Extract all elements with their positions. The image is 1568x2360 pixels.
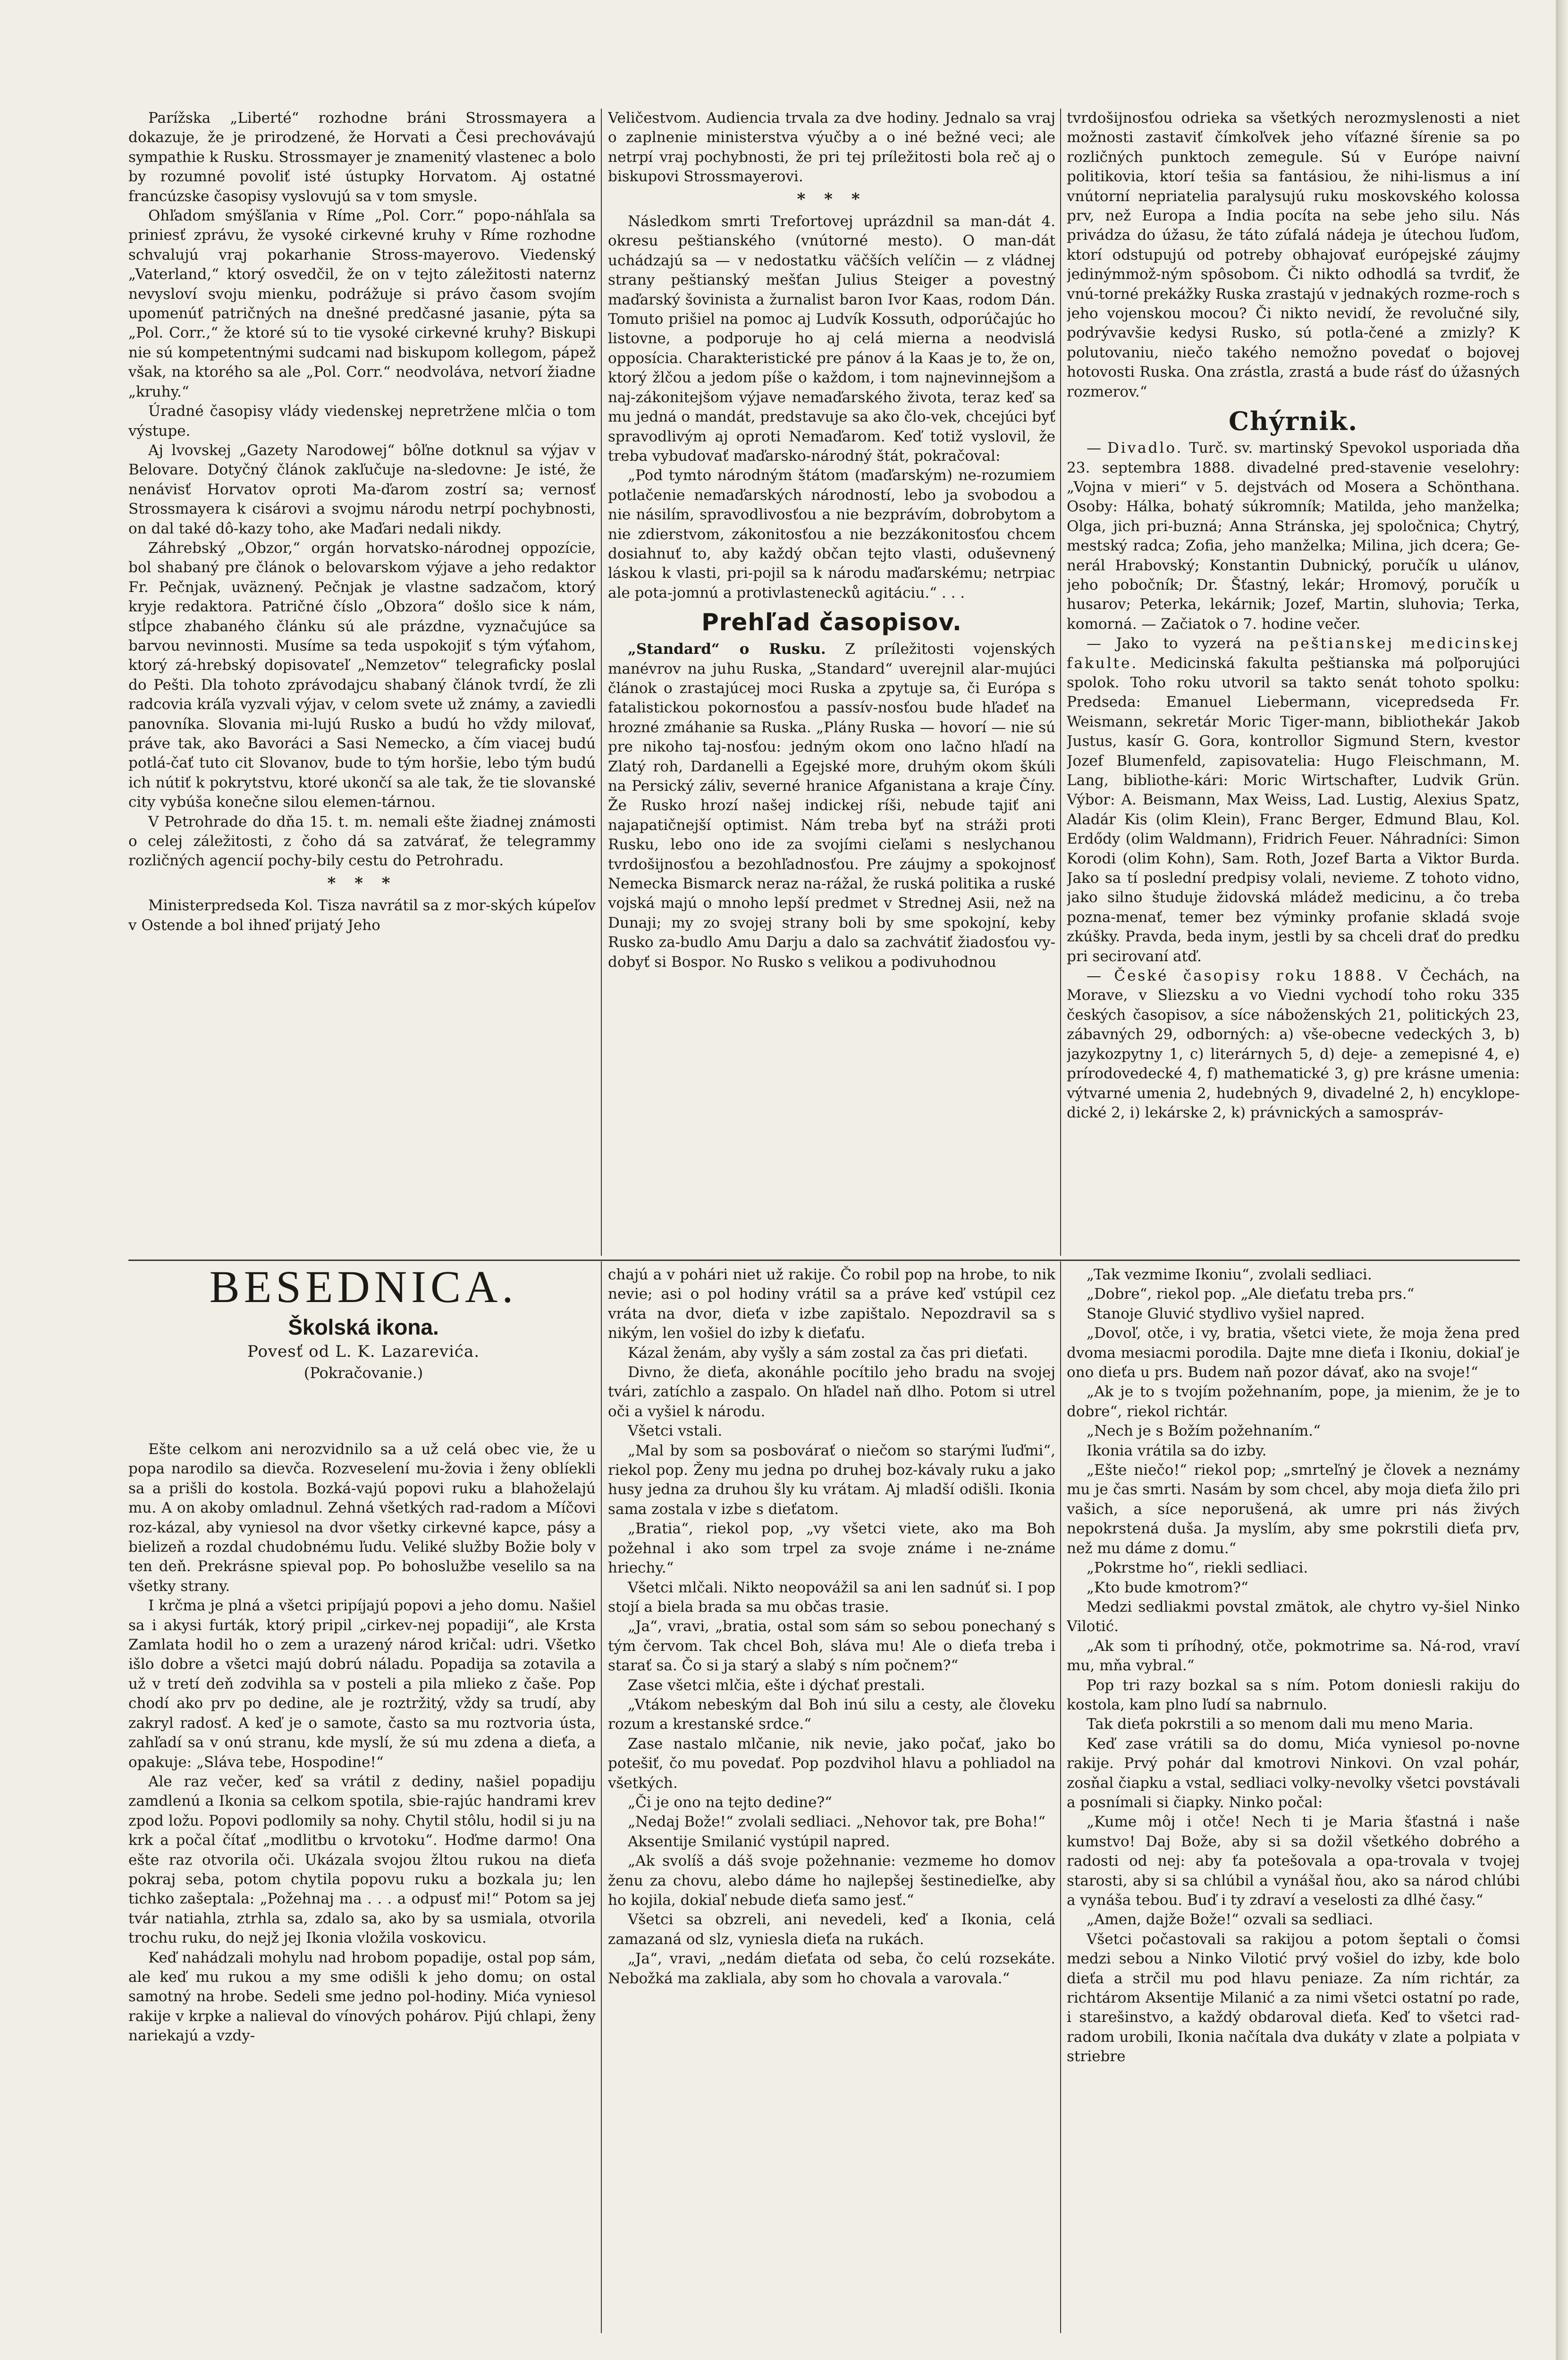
paragraph: Keď zase vrátili sa do domu, Mića vyniesol po-novne rakije. Prvý pohár dal kmotrovi Ninkovi. On vzal pohár, zosňal čiapku a vstal, sedliaci volky-nevolky všetci povstávali a posnímali si čiapky. Ninko počal: bbox=[1067, 1735, 1520, 1811]
paragraph: „Dovoľ, otče, i vy, bratia, všetci viete, že moja žena pred dvoma mesiacmi porodila. Dajte mne dieťa i Ikoniu, dokiaľ je ono dieťa u prs. Budem naň pozor dávať, ako na svoje!“ bbox=[1067, 1325, 1520, 1381]
paragraph: „Tak vezmime Ikoniu“, zvolali sedliaci. bbox=[1087, 1266, 1372, 1283]
paragraph: Tak dieťa pokrstili a so menom dali mu meno Maria. bbox=[1087, 1716, 1474, 1733]
paragraph: „Nedaj Bože!“ zvolali sedliaci. „Nehovor tak, pre Boha!“ bbox=[628, 1813, 1046, 1831]
paragraph: „Či je ono na tejto dedine?“ bbox=[628, 1793, 832, 1811]
paragraph: Divno, že dieťa, akonáhle pocítilo jeho bradu na svojej tvári, zatíchlo a zaspalo. On hľadel naň dlho. Potom si utrel oči a vyšiel k národu. bbox=[608, 1364, 1055, 1420]
scan-edge bbox=[1559, 0, 1568, 2360]
paragraph: — České časopisy roku 1888. V Čechách, na Morave, v Sliezsku a vo Viedni vychodí toho roku 335 českých časopisov, a síce náboženských 21, politických 23, zábavných 29, odborných: a) vše-obecne vedeckých 3, b) jazykozpytny 1, c) literárnych 5, d) deje- a zemepisné 4, e) prírodovedecké 4, f) mathematické 3, g) pre krásne umenia: výtvarné umenia 2, hudebných 9, divadelné 2, h) encyklope-dické 2, i) lekárske 2, k) právnických a samospráv- bbox=[1067, 967, 1520, 1121]
paragraph: „Kto bude kmotrom?“ bbox=[1087, 1579, 1248, 1596]
paragraph: Aj lvovskej „Gazety Narodowej“ bôľne dotknul sa výjav v Belovare. Dotyčný článok zakľučuje na-sledovne: Je isté, že nenávisť Horvatov oproti Ma-ďarom zostrí sa; vernosť Strossmayera k cisárovi a svojmu národu netrpí pochybnosti, on dal také dô-kazy toho, ake Maďari nedali nikdy. bbox=[128, 441, 596, 537]
story-title: Školská ikona. bbox=[288, 1315, 439, 1339]
paragraph: Všetci sa obzreli, ani nevedeli, keď a Ikonia, celá zamazaná od slz, vyniesla dieťa na rukách. bbox=[608, 1911, 1055, 1948]
paragraph: Zase všetci mlčia, ešte i dýchať prestali. bbox=[628, 1676, 925, 1694]
besednica-header bbox=[142, 1260, 585, 1458]
section-heading-chyrnik: Chýrnik. bbox=[1228, 406, 1358, 437]
top-column-2 bbox=[608, 109, 1055, 1256]
bottom-column-2 bbox=[608, 1265, 1055, 2337]
paragraph: „Kume môj i otče! Nech ti je Maria šťastná i naše kumstvo! Daj Bože, aby si sa dožil všetkého dobrého a radosti od nej: aby ťa potešovala a opa-trovala v tvojej starosti, aby si sa chlúbil a vynášal ňou, ako sa národ chlúbi a vynáša tebou. Buď i ty zdraví a veselosti za dlhé časy.“ bbox=[1067, 1813, 1520, 1909]
paragraph: Pop tri razy bozkal sa s ním. Potom doniesli rakiju do kostola, kam plno ľudí sa nabrnulo. bbox=[1067, 1676, 1520, 1713]
column-rule-1 bbox=[601, 109, 602, 1256]
paragraph: „Pod tymto národným štátom (maďarským) ne-rozumiem potlačenie nemaďarských národností, lebo ja svobodou a nie násilím, spravodlivosťou a nie bezprávím, dobrobytom a nie zdierstvom, zákonitosťou a nie bezzákonitosťou chcem dosiahnuť to, aby každý občan tejto vlasti, oduševnený láskou k vlasti, pri-pojil sa k národu maďarskému; netrpiac ale pota-jomnú a protivlastenecků agitáciu.“ . . . bbox=[608, 467, 1055, 601]
top-column-1 bbox=[128, 109, 596, 1251]
column-rule-4 bbox=[1060, 1261, 1061, 2333]
paragraph: Ministerpredseda Kol. Tisza navrátil sa z mor-ských kúpeľov v Ostende a bol ihneď prijatý Jeho bbox=[128, 897, 596, 934]
paragraph: Ešte celkom ani nerozvidnilo sa a už celá obec vie, že u popa narodilo sa dievča. Rozveselení mu-žovia i ženy oblíekli sa a prišli do kostola. Bozká-vajú popovi ruku a blahoželajú mu. A on akoby omladnul. Zehná všetkých rad-radom a Míčovi roz-kázal, aby vyniesol na dvor všetky cirkevné kapce, pásy a bielizeň a rozdal chudobnému ľudu. Veliké služby Božie boly v ten deň. Prekrásne spieval pop. Po bohoslužbe veselilo sa na všetky strany. bbox=[128, 1441, 596, 1595]
paragraph: „Pokrstme ho“, riekli sedliaci. bbox=[1087, 1559, 1308, 1577]
paragraph: „Ešte niečo!“ riekol pop; „smrteľný je človek a neznámy mu je čas smrti. Nasám by som chcel, aby moja dieťa žilo pri vašich, a síce neporušená, ak umre pri nás živých nepokrstená duša. Ja myslím, aby sme pokrstili dieťa prv, než mu dáme z domu.“ bbox=[1067, 1462, 1520, 1557]
paragraph: I krčma je plná a všetci pripíjajú popovi a jeho domu. Našiel sa i akysi furták, ktorý pripil „cirkev-nej popadiji“, ale Krsta Zamlata hodil ho o zem a urazený národ kričal: udri. Všetko išlo dobre a všetci majú dobrú náladu. Popadija sa zotavila a už v tretí deň zodvihla sa v posteli a pila mlieko z čaše. Pop chodí ako prv po dedine, ale je roztržitý, vždy sa trudí, aby zakryl radosť. A keď je o samote, často sa mu roztvoria ústa, zahľadí sa v onú stranu, kde myslí, že sú mu zdena a dieťa, a opakuje: „Sláva tebe, Hospodine!“ bbox=[128, 1597, 596, 1771]
paragraph: Stanoje Gluvić stydlivo vyšiel napred. bbox=[1087, 1305, 1365, 1322]
paragraph: Všetci počastovali sa rakijou a potom šeptali o čomsi medzi sebou a Ninko Vilotić prvý vošiel do izby, kde bolo dieťa a strčil mu pod hlavu peniaze. Za ním richtár, za richtárom Aksentije Milanić a za nimi všetci ostatní po rade, i starešinstvo, a každý obdaroval dieťa. Keď to všetci rad-radom urobili, Ikonia načítala dva dukáty v zlate a polpiata v striebre bbox=[1067, 1930, 1520, 2065]
paragraph: Ikonia vrátila sa do izby. bbox=[1087, 1442, 1267, 1459]
paragraph: „Standard“ o Rusku. Z príležitosti vojenských manévrov na juhu Ruska, „Standard“ uverejnil alar-mujúci článok o zrastajúcej moci Ruska a zpytuje sa, či Európa s fatalistickou pokornosťou a passív-nosťou bude hľadeť na hrozné zmáhanie sa Ruska. „Plány Ruska — hovorí — nie sú pre nikoho taj-nosťou: jedným okom ono lačno hľadí na Zlatý roh, Dardanelli a Egejské more, druhým okom škúli na Persický záliv, severné hranice Afganistana a kraje Číny. Že Rusko hrozí našej indickej ríši, nebude tajiť ani najapatičnejší optimist. Nám treba byť na stráži proti Rusku, lebo ono ide za svojími cieľami s neslychanou tvrdošijnosťou a bezohľadnosťou. Pre záujmy a spokojnosť Nemecka Bismarck neraz na-rážal, že ruská politika a ruské vojská majú o mnoho lepší predmet v Strednej Asii, než na Dunaji; my zo svojej strany boli by sme spokojní, keby Rusko za-budlo Amu Darju a dalo sa zachvátiť žiadosťou vy-dobyť si Bospor. No Rusko s velikou a podivuhodnou bbox=[608, 641, 1055, 971]
bottom-column-3 bbox=[1067, 1265, 1520, 2337]
paragraph: V Petrohrade do dňa 15. t. m. nemali ešte žiadnej známosti o celej záležitosti, z čoho dá sa zatvárať, že telegrammy rozličných agencií pochy-bily cestu do Petrohradu. bbox=[128, 813, 596, 870]
top-column-3 bbox=[1067, 109, 1520, 1256]
paragraph: Ohľadom smýšľania v Ríme „Pol. Corr.“ popo-náhľala sa priniesť zprávu, že vysoké cirkevné kruhy v Ríme rozhodne schvalujú vraj pokarhanie Stross-mayerovo. Viedenský „Vaterland,“ ktorý osvedčil, že on v tejto záležitosti naternz nevysloví svoju mienku, podrážuje si právo časom svojím upomenúť patričných na dnešné predčasné jasanie, pýta sa „Pol. Corr.,“ že ktoré sú to tie vysoké cirkevné kruhy? Biskupi nie sú kompetentnými sudcami nad biskupom kollegom, pápež však, na ktorého sa ale „Pol. Corr.“ neodvoláva, netvorí žiadne „kruhy.“ bbox=[128, 207, 596, 400]
column-rule-3 bbox=[601, 1261, 602, 2333]
paragraph: Všetci mlčali. Nikto neopovážil sa ani len sadnúť si. I pop stojí a biela brada sa mu občas trasie. bbox=[608, 1579, 1055, 1616]
separator-asterisks: * * * bbox=[797, 189, 867, 209]
paragraph: „Dobre“, riekol pop. „Ale dieťatu treba prs.“ bbox=[1087, 1286, 1415, 1303]
section-heading-prehlad: Prehľad časopisov. bbox=[701, 609, 962, 636]
paragraph: Kázal ženám, aby vyšly a sám zostal za čas pri dieťati. bbox=[628, 1344, 1028, 1362]
paragraph: „Amen, dajže Bože!“ ozvali sa sedliaci. bbox=[1087, 1911, 1374, 1929]
paragraph: — Jako to vyzerá na peštianskej medicinskej fakulte. Medicinská fakulta peštianska má poľporujúci spolok. Toho roku utvoril sa takto senát tohoto spolku: Predseda: Emanuel Liebermann, vicepredseda Fr. Weismann, sekretár Moric Tiger-mann, bibliothekár Jakob Justus, kasír G. Gora, kontrollor Sigmund Stern, kvestor Jozef Blumenfeld, zapisovatelia: Hugo Fleischmann, M. Lang, bibliothe-kári: Moric Wirtschafter, Ludvik Grün. Výbor: A. Beismann, Max Weiss, Lad. Lustig, Alexius Spatz, Aladár Kis (olim Klein), Franc Berger, Edmund Blau, Kol. Erdődy (olim Waldmann), Fridrich Feuer. Náhradníci: Simon Korodi (olim Kohn), Sam. Roth, Jozef Barta a Viktor Burda. Jako sa tí poslední predpisy volali, nevieme. Z tohoto vidno, jako silno študuje židovská mládež medicinu, a čo treba pozna-menať, temer bez výminky profanie skladá svoje zkúšky. Pravda, beda inym, jestli by sa chceli drať do predku pri secirovaní atď. bbox=[1067, 635, 1520, 965]
paragraph: Veličestvom. Audiencia trvala za dve hodiny. Jednalo sa vraj o zaplnenie ministerstva výučby a o iné bežné veci; ale netrpí vraj pochybnosti, že pri tej príležitosti bola reč aj o biskupovi Strossmayerovi. bbox=[608, 110, 1055, 186]
sheet-shadow bbox=[1556, 0, 1559, 2360]
paragraph: „Bratia“, riekol pop, „vy všetci viete, ako ma Boh požehnal i ako som trpel za svoje známe i ne-známe hriechy.“ bbox=[608, 1520, 1055, 1577]
paragraph: Parížska „Liberté“ rozhodne bráni Strossmayera a dokazuje, že je prirodzené, že Horvati a Česi prechovávajú sympathie k Rusku. Strossmayer je znamenitý vlastenec a bolo by rozumné povoliť isté ústupky Horvatom. Aj ostatné francúzske časopisy vyslovujú sa v tom smysle. bbox=[128, 110, 596, 205]
paragraph: Všetci vstali. bbox=[628, 1422, 723, 1440]
story-continued: (Pokračovanie.) bbox=[303, 1364, 423, 1382]
bottom-column-1 bbox=[128, 1440, 596, 2337]
besednica-title: BESEDNICA. bbox=[209, 1261, 518, 1312]
paragraph: Následkom smrti Trefortovej uprázdnil sa man-dát 4. okresu peštianského (vnútorné mesto). O man-dát uchádzajú sa — v nedostatku väčších velíčin — z vládnej strany peštianský mešťan Julius Steiger a povestný maďarský šovinista a žurnalist baron Ivor Kaas, rodom Dán. Tomuto prišiel na pomoc aj Ludvík Kossuth, odporúčajúc ho listovne, a podporuje ho aj celá mierna a neodvislá opposícia. Charakteristické pre pánov á la Kaas je to, že on, ktorý žlčou a jedom píše o každom, i tom najnevinnejšom a naj-zákonitejšom výjave nemaďarského života, teraz keď sa mu jedná o mandát, predstavuje sa ako člo-vek, chcejúci byť spravodlivým aj oproti Nemaďarom. Keď totiž vyslovil, že treba vybudovať maďarsko-národný štát, pokračoval: bbox=[608, 213, 1055, 465]
paragraph: Medzi sedliakmi povstal zmätok, ale chytro vy-šiel Ninko Vilotić. bbox=[1067, 1598, 1520, 1635]
paragraph: „Nech je s Božím požehnaním.“ bbox=[1087, 1422, 1321, 1440]
paragraph: „Ak svolíš a dáš svoje požehnanie: vezmeme ho domov ženu za chovu, alebo dáme ho najlepšej šestinedieľke, aby ho kojila, dokiaľ nebude dieťa samo jesť.“ bbox=[608, 1852, 1055, 1909]
paragraph: Zase nastalo mlčanie, nik nevie, jako počať, jako bo potešiť, čo mu povedať. Pop pozdvihol hlavu a pohliadol na všetkých. bbox=[608, 1735, 1055, 1792]
paragraph: Úradné časopisy vlády viedenskej nepretržene mlčia o tom výstupe. bbox=[128, 403, 596, 440]
column-rule-2 bbox=[1060, 109, 1061, 1256]
paragraph: Ale raz večer, keď sa vrátil z dediny, našiel popadiju zamdlenú a Ikonia sa celkom spotila, sbie-rajúc handrami krev zpod ložu. Popovi podlomily sa nohy. Chytil stôlu, hodil si ju na krk a počal čítať „modlitbu o krvotoku“. Hoďme darmo! Ona ešte raz otvorila oči. Ukázala svojou žltou rukou na dieťa pokraj seba, potom chytila popovu ruku a bozkala ju; len tichko zašeptala: „Požehnaj ma . . . a odpusť mi!“ Potom sa jej tvár natiahla, ztrhla sa, zdalo sa, ako by sa usmiala, otvorila trochu ruku, do nejž jej Ikonia vložila voskovicu. bbox=[128, 1773, 596, 1947]
paragraph: „Ja“, vravi, „nedám dieťata od seba, čo celú rozsekáte. Nebožká ma zakliala, aby som ho chovala a varovala.“ bbox=[608, 1950, 1055, 1987]
paragraph: chajú a v pohári niet už rakije. Čo robil pop na hrobe, to nik nevie; asi o pol hodiny vrátil sa a práve keď vstúpil cez vráta na dvor, dieťa v izbe zapištalo. Nepozdravil sa s nikým, len vošiel do izby k dieťaťu. bbox=[608, 1266, 1055, 1342]
separator-asterisks: * * * bbox=[327, 873, 397, 893]
paragraph: Aksentije Smilanić vystúpil napred. bbox=[628, 1833, 890, 1850]
story-author: Povesť od L. K. Lazarevića. bbox=[247, 1342, 480, 1361]
paragraph: — Divadlo. Turč. sv. martinský Spevokol usporiada dňa 23. septembra 1888. divadelné pred-stavenie veselohry: „Vojna v mieri“ v 5. dejstvách od Mosera a Schönthana. Osoby: Hálka, bohatý súkromník; Matilda, jeho manželka; Olga, jich pri-buzná; Anna Stránska, jej spoločnica; Chytrý, mestský radca; Zofia, jeho manželka; Milina, jich dcera; Ge-nerál Hrabovský; Konstantin Dubnický, poručík u ulánov, jeho pobočník; Dr. Šťastný, lekár; Hromový, poručík u husarov; Peterka, lekárnik; Jozef, Martin, sluhovia; Terka, komorná. — Začiatok o 7. hodine večer. bbox=[1067, 440, 1520, 633]
paragraph: „Ak je to s tvojím požehnaním, pope, ja mienim, že je to dobre“, riekol richtár. bbox=[1067, 1383, 1520, 1420]
paragraph: tvrdošijnosťou odrieka sa všetkých nerozmyslenosti a niet možnosti zastaviť čímkoľvek jeho víťazné šírenie sa po rozličných punktoch zemegule. Sú v Európe naivní politikovia, ktorí tešia sa fantásiou, že nihi-lismus a iní vnútorní nepriatelia paralysujú ruku moskovského kolossa prv, než Europa a India pocíta na sebe jeho silu. Nás privádza do úžasu, že táto zúfalá nádeja je útechou ľuďom, ktorí odstupujú od potreby obhajovať európejské záujmy jedinýmmož-ným spôsobom. Či nikto odhodlá sa tvrdiť, že vnú-torné prekážky Ruska zrastajú v jednakých rozme-roch s jeho vojenskou mocou? Či nikto nevidí, že revolučné sily, podrývavšie kedysi Rusko, sú potla-čené a zmizly? K polutovaniu, niečo takého nemožno povedať o bojovej hotovosti Ruska. Ona zrástla, zrastá a bude rásť do úžasných rozmerov.“ bbox=[1067, 110, 1520, 400]
paragraph: „Ja“, vravi, „bratia, ostal som sám so sebou ponechaný s tým červom. Tak chcel Boh, sláva mu! Ale o dieťa treba i starať sa. Čo si ja starý a slabý s ním počnem?“ bbox=[608, 1618, 1055, 1675]
paragraph: „Vtákom nebeským dal Boh inú silu a cesty, ale človeku rozum a krestanské srdce.“ bbox=[608, 1696, 1055, 1733]
paragraph: „Ak som ti príhodný, otče, pokmotrime sa. Ná-rod, vraví mu, mňa vybral.“ bbox=[1067, 1637, 1520, 1675]
paragraph: „Mal by som sa posbovárať o niečom so starými ľuďmi“, riekol pop. Ženy mu jedna po druhej boz-kávaly ruku a jako husy jedna za druhou šly ku vrátam. Aj mladší odišli. Ikonia sama zostala v izbe s dieťatom. bbox=[608, 1442, 1055, 1518]
paragraph: Záhrebský „Obzor,“ orgán horvatsko-národnej oppozície, bol shabaný pre článok o belovarskom výjave a jeho redaktor Fr. Pečnjak, uväznený. Pečnjak je vlastne sadzačom, ktorý kryje redaktora. Patričné číslo „Obzora“ došlo sice k nám, stĺpce zhabaného článku sú ale prázdne, vyznačujúce sa barvou nevinnosti. Musíme sa teda uspokojiť s tým výťahom, ktorý zá-hrebský dopisovateľ „Nemzetov“ telegraficky poslal do Pešti. Dla tohoto zprávodajcu shabaný článok tvrdí, že zli radcovia kráľa vyzvali výjav, v celom svete už známy, a zaviedli panovníka. Slovania mi-lujú Rusko a budú ho vždy milovať, práve tak, ako Bavoráci a Sasi Nemecko, a čím viacej budú potlá-čať tuto cit Slovanov, bude to tým horšie, lebo tým budú ich nútiť k pokrytstvu, ktoré ukončí sa ale tak, že tie slovanské city vybúša konečne silou elemen-tárnou. bbox=[128, 539, 596, 811]
paragraph: Keď nahádzali mohylu nad hrobom popadije, ostal pop sám, ale keď mu rukou a my sme odišli k jeho domu; on ostal samotný na hrobe. Sedeli sme jedno pol-hodiny. Mića vyniesol rakije v krpke a nalieval do vínových pohárov. Pijú chlapi, ženy nariekajú a vzdy- bbox=[128, 1949, 596, 2045]
